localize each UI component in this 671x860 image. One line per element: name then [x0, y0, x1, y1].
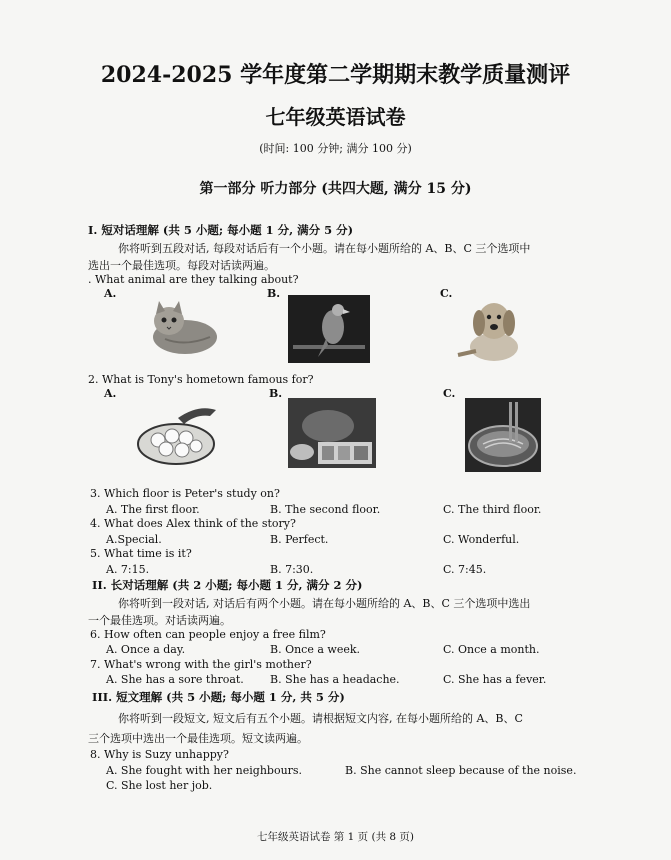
- q4-option-c: C. Wonderful.: [443, 533, 520, 546]
- q3-option-a: A. The first floor.: [106, 503, 200, 516]
- question-1: . What animal are they talking about?: [88, 273, 299, 286]
- q2-label-a: A.: [104, 387, 117, 400]
- section3-instruction-line1: 你将听到一段短文, 短文后有五个小题。请根据短文内容, 在每小题所给的 A、B、C: [118, 712, 523, 725]
- q1-label-c: C.: [440, 287, 453, 300]
- time-info: (时间: 100 分钟; 满分 100 分): [259, 142, 412, 155]
- section2-heading: II. 长对话理解 (共 2 小题; 每小题 1 分, 满分 2 分): [92, 578, 363, 592]
- cat-picture: [145, 297, 220, 357]
- section3-instruction-line2: 三个选项中选出一个最佳选项。短文读两遍。: [88, 732, 308, 745]
- q6-option-c: C. Once a month.: [443, 643, 540, 656]
- q4-option-b: B. Perfect.: [270, 533, 329, 546]
- bird-picture: [288, 295, 370, 363]
- q5-option-b: B. 7:30.: [270, 563, 314, 576]
- part1-title: 第一部分 听力部分 (共四大题, 满分 15 分): [199, 181, 472, 197]
- page-footer: 七年级英语试卷 第 1 页 (共 8 页): [256, 831, 415, 843]
- exam-title: 2024-2025 学年度第二学期期末教学质量测评: [100, 62, 571, 88]
- q5-option-a: A. 7:15.: [106, 563, 150, 576]
- q8-option-b: B. She cannot sleep because of the noise.: [345, 764, 577, 777]
- noodles-picture: [465, 398, 541, 472]
- question-5: 5. What time is it?: [90, 547, 192, 560]
- section1-heading: I. 短对话理解 (共 5 小题; 每小题 1 分, 满分 5 分): [88, 223, 354, 237]
- question-7: 7. What's wrong with the girl's mother?: [90, 658, 312, 671]
- q1-label-b: B.: [267, 287, 281, 300]
- section1-instruction-line1: 你将听到五段对话, 每段对话后有一个小题。请在每小题所给的 A、B、C 三个选项中: [118, 242, 531, 255]
- roast-duck-picture: [288, 398, 376, 468]
- q6-option-a: A. Once a day.: [106, 643, 186, 656]
- section1-instruction-line2: 选出一个最佳选项。每段对话读两遍。: [88, 259, 275, 272]
- q1-label-a: A.: [104, 287, 117, 300]
- q7-option-c: C. She has a fever.: [443, 673, 547, 686]
- section2-instruction-line1: 你将听到一段对话, 对话后有两个小题。请在每小题所给的 A、B、C 三个选项中选出: [118, 597, 531, 610]
- q2-label-b: B.: [269, 387, 283, 400]
- question-6: 6. How often can people enjoy a free film?: [90, 628, 326, 641]
- dumplings-picture: [136, 400, 220, 470]
- q8-option-c: C. She lost her job.: [106, 779, 213, 792]
- question-4: 4. What does Alex think of the story?: [90, 517, 296, 530]
- q5-option-c: C. 7:45.: [443, 563, 487, 576]
- question-2: 2. What is Tony's hometown famous for?: [88, 373, 314, 386]
- dog-picture: [452, 295, 532, 363]
- q8-option-a: A. She fought with her neighbours.: [106, 764, 303, 777]
- q3-option-c: C. The third floor.: [443, 503, 542, 516]
- q2-label-c: C.: [443, 387, 456, 400]
- q3-option-b: B. The second floor.: [270, 503, 381, 516]
- section2-instruction-line2: 一个最佳选项。对话读两遍。: [88, 614, 231, 627]
- q7-option-a: A. She has a sore throat.: [106, 673, 244, 686]
- question-8: 8. Why is Suzy unhappy?: [90, 748, 229, 761]
- question-3: 3. Which floor is Peter's study on?: [90, 487, 280, 500]
- exam-subtitle: 七年级英语试卷: [265, 105, 406, 129]
- q7-option-b: B. She has a headache.: [270, 673, 400, 686]
- q4-option-a: A.Special.: [106, 533, 162, 546]
- q6-option-b: B. Once a week.: [270, 643, 360, 656]
- section3-heading: III. 短文理解 (共 5 小题; 每小题 1 分, 共 5 分): [92, 690, 345, 704]
